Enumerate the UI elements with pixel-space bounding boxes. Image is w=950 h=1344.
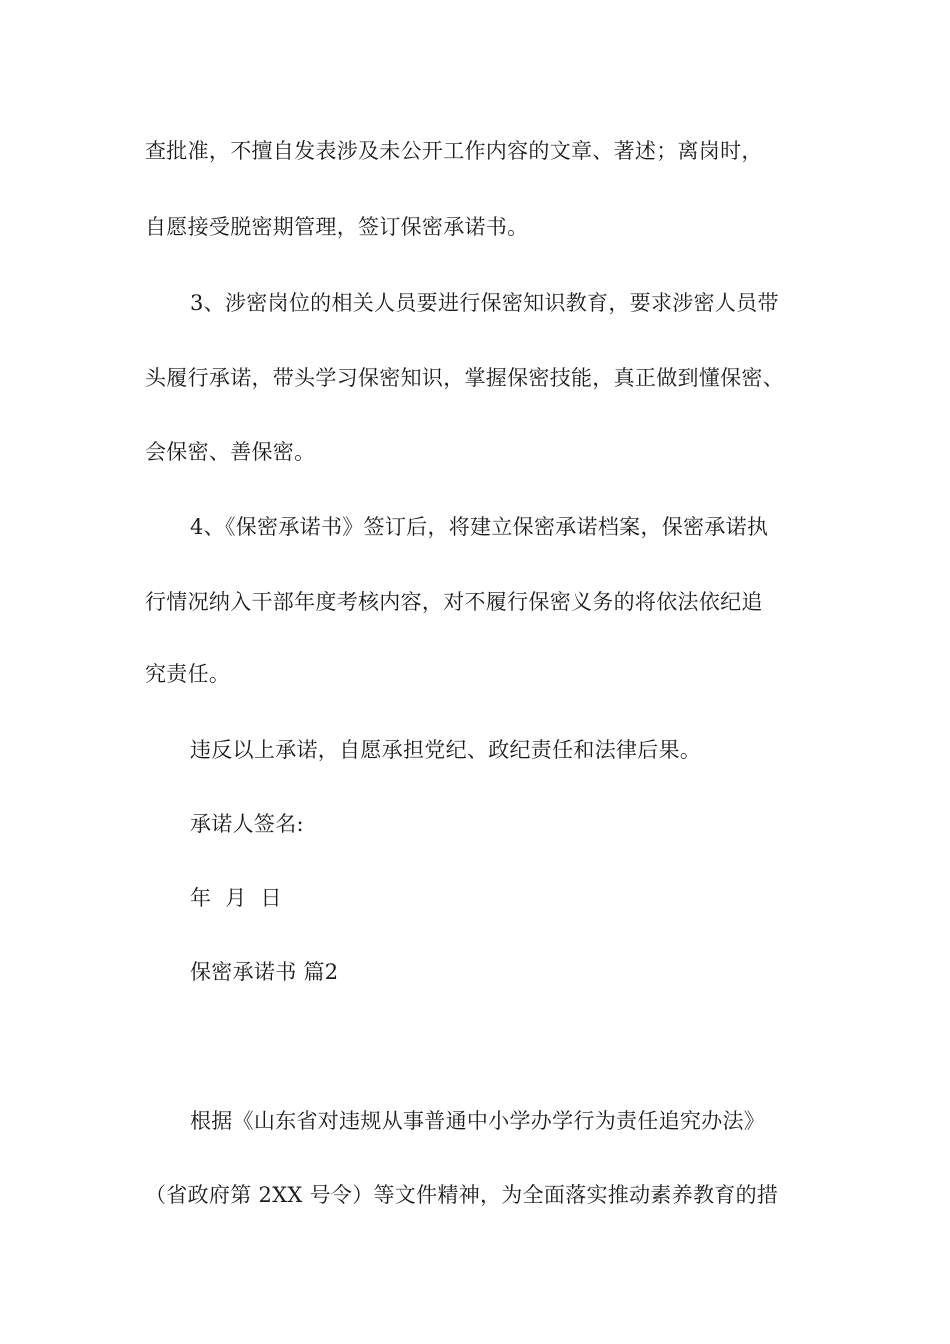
paragraph-line: 头履行承诺，带头学习保密知识，掌握保密技能，真正做到懂保密、: [145, 366, 784, 390]
paragraph-line: 自愿接受脱密期管理，签订保密承诺书。: [145, 215, 529, 239]
paragraph-line: 究责任。: [145, 662, 231, 686]
paragraph-line: 会保密、善保密。: [145, 440, 316, 464]
paragraph-line: （省政府第 2XX 号令）等文件精神，为全面落实推动素养教育的措: [145, 1183, 779, 1207]
signature-label: 承诺人签名:: [190, 812, 304, 836]
paragraph-line: 查批准，不擅自发表涉及未公开工作内容的文章、著述；离岗时，: [145, 139, 763, 163]
paragraph-line: 行情况纳入干部年度考核内容，对不履行保密义务的将依法依纪追: [145, 590, 763, 614]
date-label: 年 月 日: [190, 886, 282, 910]
commitment-statement: 违反以上承诺，自愿承担党纪、政纪责任和法律后果。: [190, 738, 702, 762]
paragraph-line: 3、涉密岗位的相关人员要进行保密知识教育，要求涉密人员带: [190, 291, 779, 315]
paragraph-line: 根据《山东省对违规从事普通中小学办学行为责任追究办法》: [190, 1109, 766, 1133]
paragraph-line: 4、《保密承诺书》签订后，将建立保密承诺档案，保密承诺执: [190, 515, 769, 539]
section-title: 保密承诺书 篇2: [190, 960, 339, 984]
